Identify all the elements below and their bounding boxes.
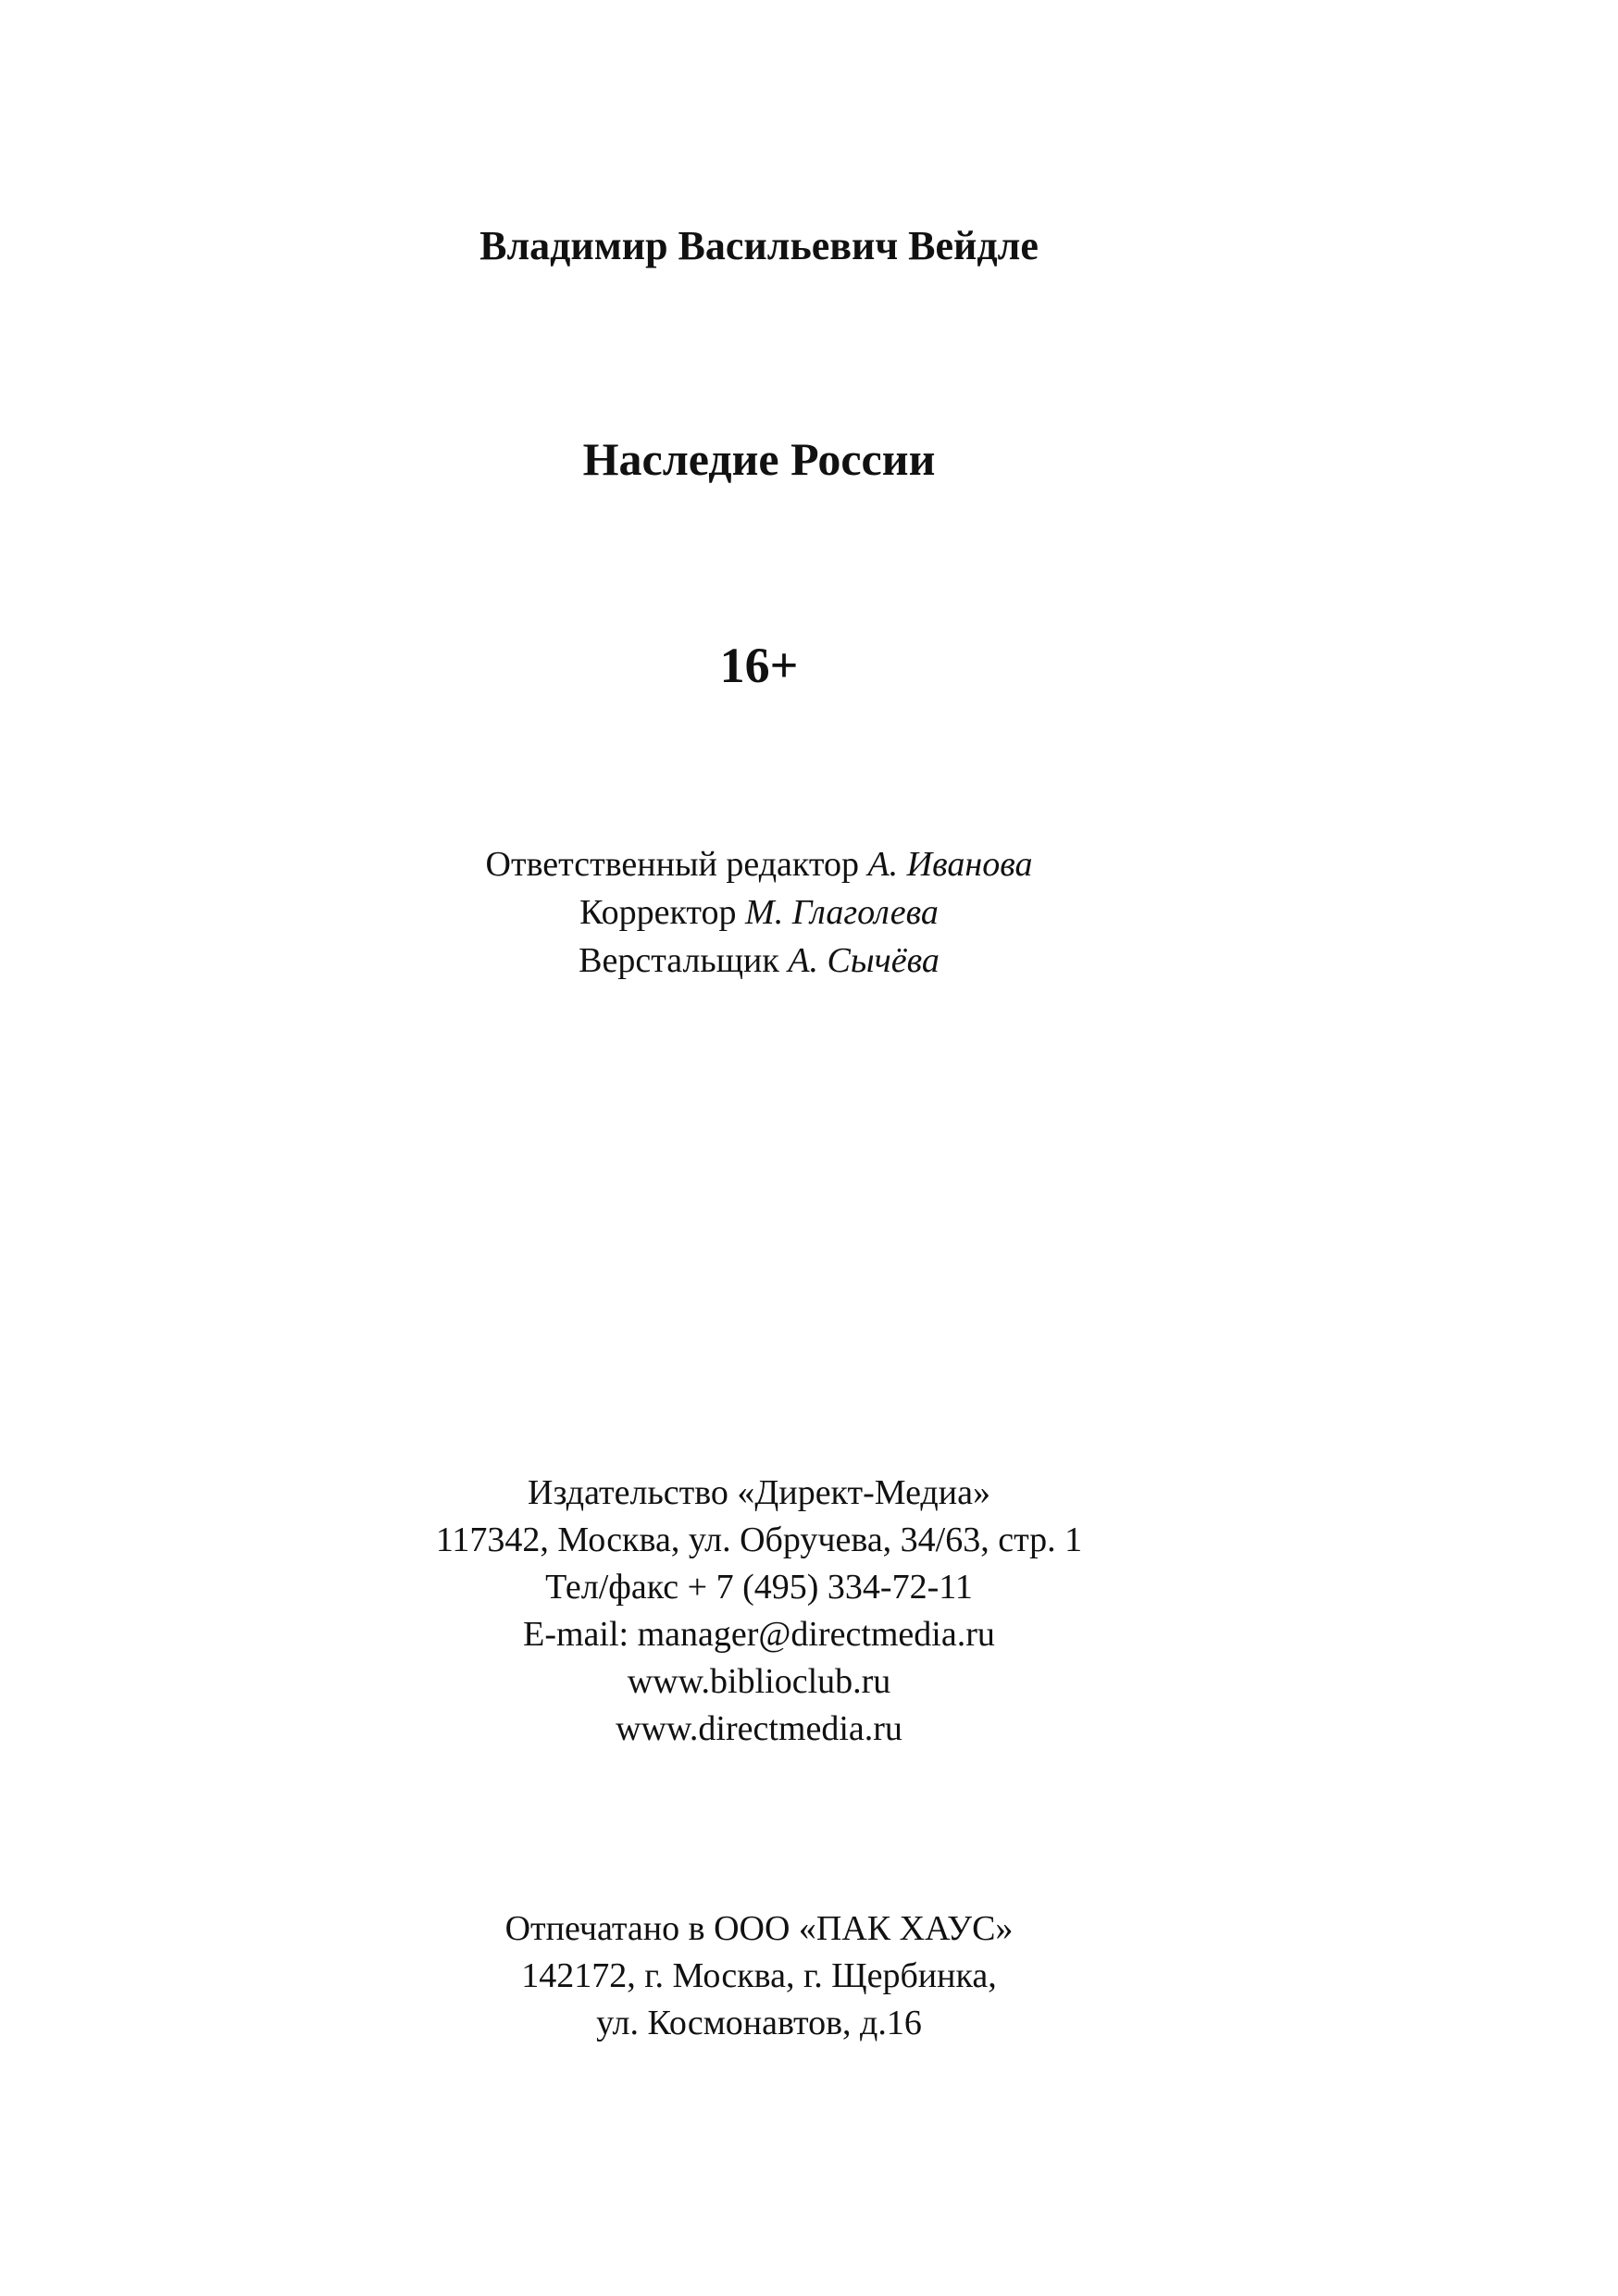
book-author: Владимир Васильевич Вейдле: [479, 223, 1039, 268]
printer-address-street: ул. Космонавтов, д.16: [596, 2004, 922, 2042]
publisher-site-directmedia: www.directmedia.ru: [616, 1709, 902, 1748]
publisher-name: Издательство «Директ-Медиа»: [528, 1473, 990, 1512]
printer-name: Отпечатано в ООО «ПАК ХАУС»: [504, 1909, 1014, 1948]
publisher-info: [0, 1470, 1518, 1753]
publisher-site-biblioclub: www.biblioclub.ru: [627, 1662, 891, 1701]
publisher-email: E-mail: manager@directmedia.ru: [523, 1615, 995, 1654]
publisher-address: 117342, Москва, ул. Обручева, 34/63, стр. 1: [435, 1520, 1083, 1559]
credit-role: Ответственный редактор: [485, 845, 859, 884]
credit-role: Корректор: [579, 893, 737, 932]
age-rating: 16+: [719, 638, 799, 693]
credit-proofreader: [0, 888, 1518, 937]
printer-info: [0, 1905, 1518, 2047]
credit-editor: [0, 840, 1518, 888]
printer-address-city: 142172, г. Москва, г. Щербинка,: [521, 1956, 997, 1995]
editorial-credits: [0, 840, 1518, 985]
publisher-phone: Тел/факс + 7 (495) 334-72-11: [545, 1568, 973, 1607]
credit-role: Верстальщик: [579, 941, 779, 980]
credit-name: А. Сычёва: [788, 941, 940, 980]
credit-name: М. Глаголева: [745, 893, 939, 932]
book-title: Наследие России: [582, 433, 936, 485]
credit-name: А. Иванова: [867, 845, 1033, 884]
credit-layout: [0, 937, 1518, 985]
